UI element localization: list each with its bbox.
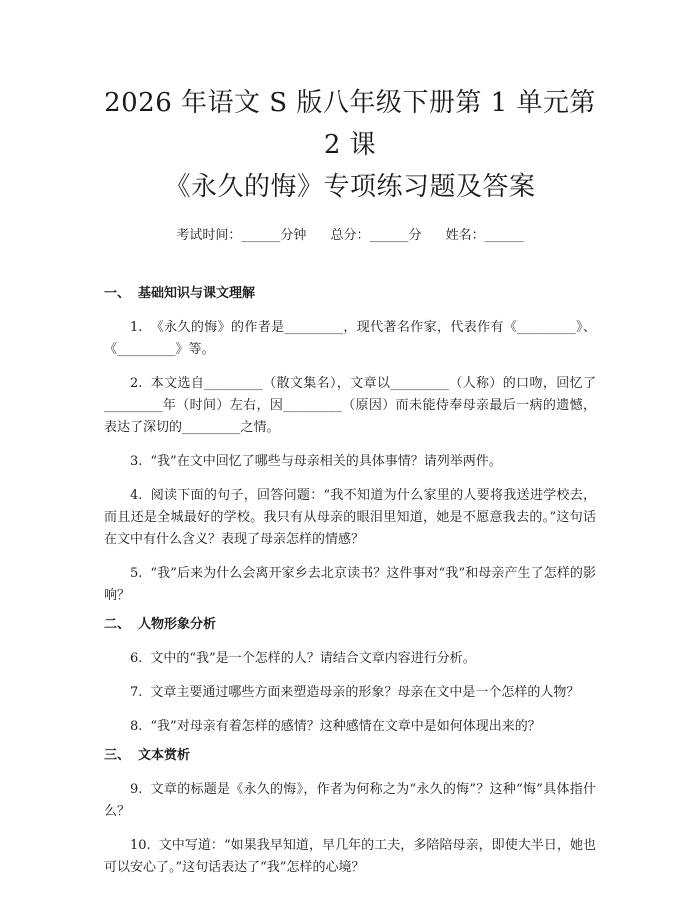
section-heading — [104, 284, 596, 304]
question-item — [104, 373, 596, 439]
question-number: 6. — [130, 651, 143, 666]
question-number: 7. — [130, 685, 143, 700]
section-title: 文本赏析 — [138, 748, 191, 763]
question-text: 文章主要通过哪些方面来塑造母亲的形象？母亲在文中是一个怎样的人物？ — [150, 685, 580, 700]
section-title: 基础知识与课文理解 — [138, 286, 256, 301]
question-item — [104, 716, 596, 738]
title-line-2: 《永久的悔》专项练习题及答案 — [164, 172, 536, 202]
question-number: 3. — [130, 454, 143, 469]
question-text: “我”后来为什么会离开家乡去北京读书？这件事对“我”和母亲产生了怎样的影响？ — [104, 566, 596, 603]
question-text: 阅读下面的句子，回答问题：“我不知道为什么家里的人要将我送进学校去，而且还是全城最好的学校。我只有从母亲的眼泪里知道，她是不愿意我去的。”这句话在文中有什么含义？表现了母亲怎样的情感？ — [104, 488, 596, 547]
question-text: “我”对母亲有着怎样的感情？这种感情在文章中是如何体现出来的？ — [150, 719, 541, 734]
question-number: 1. — [130, 320, 143, 335]
question-item — [104, 835, 596, 879]
question-item — [104, 563, 596, 607]
student-name: 姓名：______ — [445, 228, 524, 243]
exam-info — [104, 226, 596, 246]
question-text: 《永久的悔》的作者是_________，现代著名作家，代表作有《_________》、《_________》等。 — [104, 320, 596, 357]
section-number: 三、 — [104, 748, 131, 763]
question-text: “我”在文中回忆了哪些与母亲相关的具体事情？请列举两件。 — [150, 454, 502, 469]
document-title — [104, 0, 596, 208]
question-item — [104, 682, 596, 704]
question-text: 文章的标题是《永久的悔》，作者为何称之为“永久的悔”？这种“悔”具体指什么？ — [104, 782, 596, 819]
question-number: 2. — [130, 376, 143, 391]
section-heading — [104, 746, 596, 766]
section-number: 一、 — [104, 286, 131, 301]
question-number: 10. — [130, 838, 151, 853]
question-text: 文中的“我”是一个怎样的人？请结合文章内容进行分析。 — [150, 651, 476, 666]
exam-score: 总分：______分 — [330, 228, 422, 243]
exam-time: 考试时间：______分钟 — [176, 228, 307, 243]
question-item — [104, 317, 596, 361]
question-item — [104, 779, 596, 823]
question-number: 5. — [130, 566, 143, 581]
question-item — [104, 485, 596, 551]
question-text: 本文选自_________（散文集名），文章以_________（人称）的口吻，回忆了_________年（时间）左右，因_________（原因）而未能侍奉母亲最后一病的遗憾，表达了深切的_________之情。 — [104, 376, 596, 435]
section-number: 二、 — [104, 617, 131, 632]
question-number: 4. — [130, 488, 143, 503]
question-item — [104, 451, 596, 473]
question-number: 8. — [130, 719, 143, 734]
question-number: 9. — [130, 782, 143, 797]
question-text: 文中写道：“如果我早知道，早几年的工夫，多陪陪母亲，即使大半日，她也可以安心了。”这句话表达了“我”怎样的心境？ — [104, 838, 596, 875]
question-item — [104, 648, 596, 670]
title-line-1: 2026 年语文 S 版八年级下册第 1 单元第 2 课 — [104, 88, 596, 160]
section-heading — [104, 615, 596, 635]
section-title: 人物形象分析 — [138, 617, 217, 632]
